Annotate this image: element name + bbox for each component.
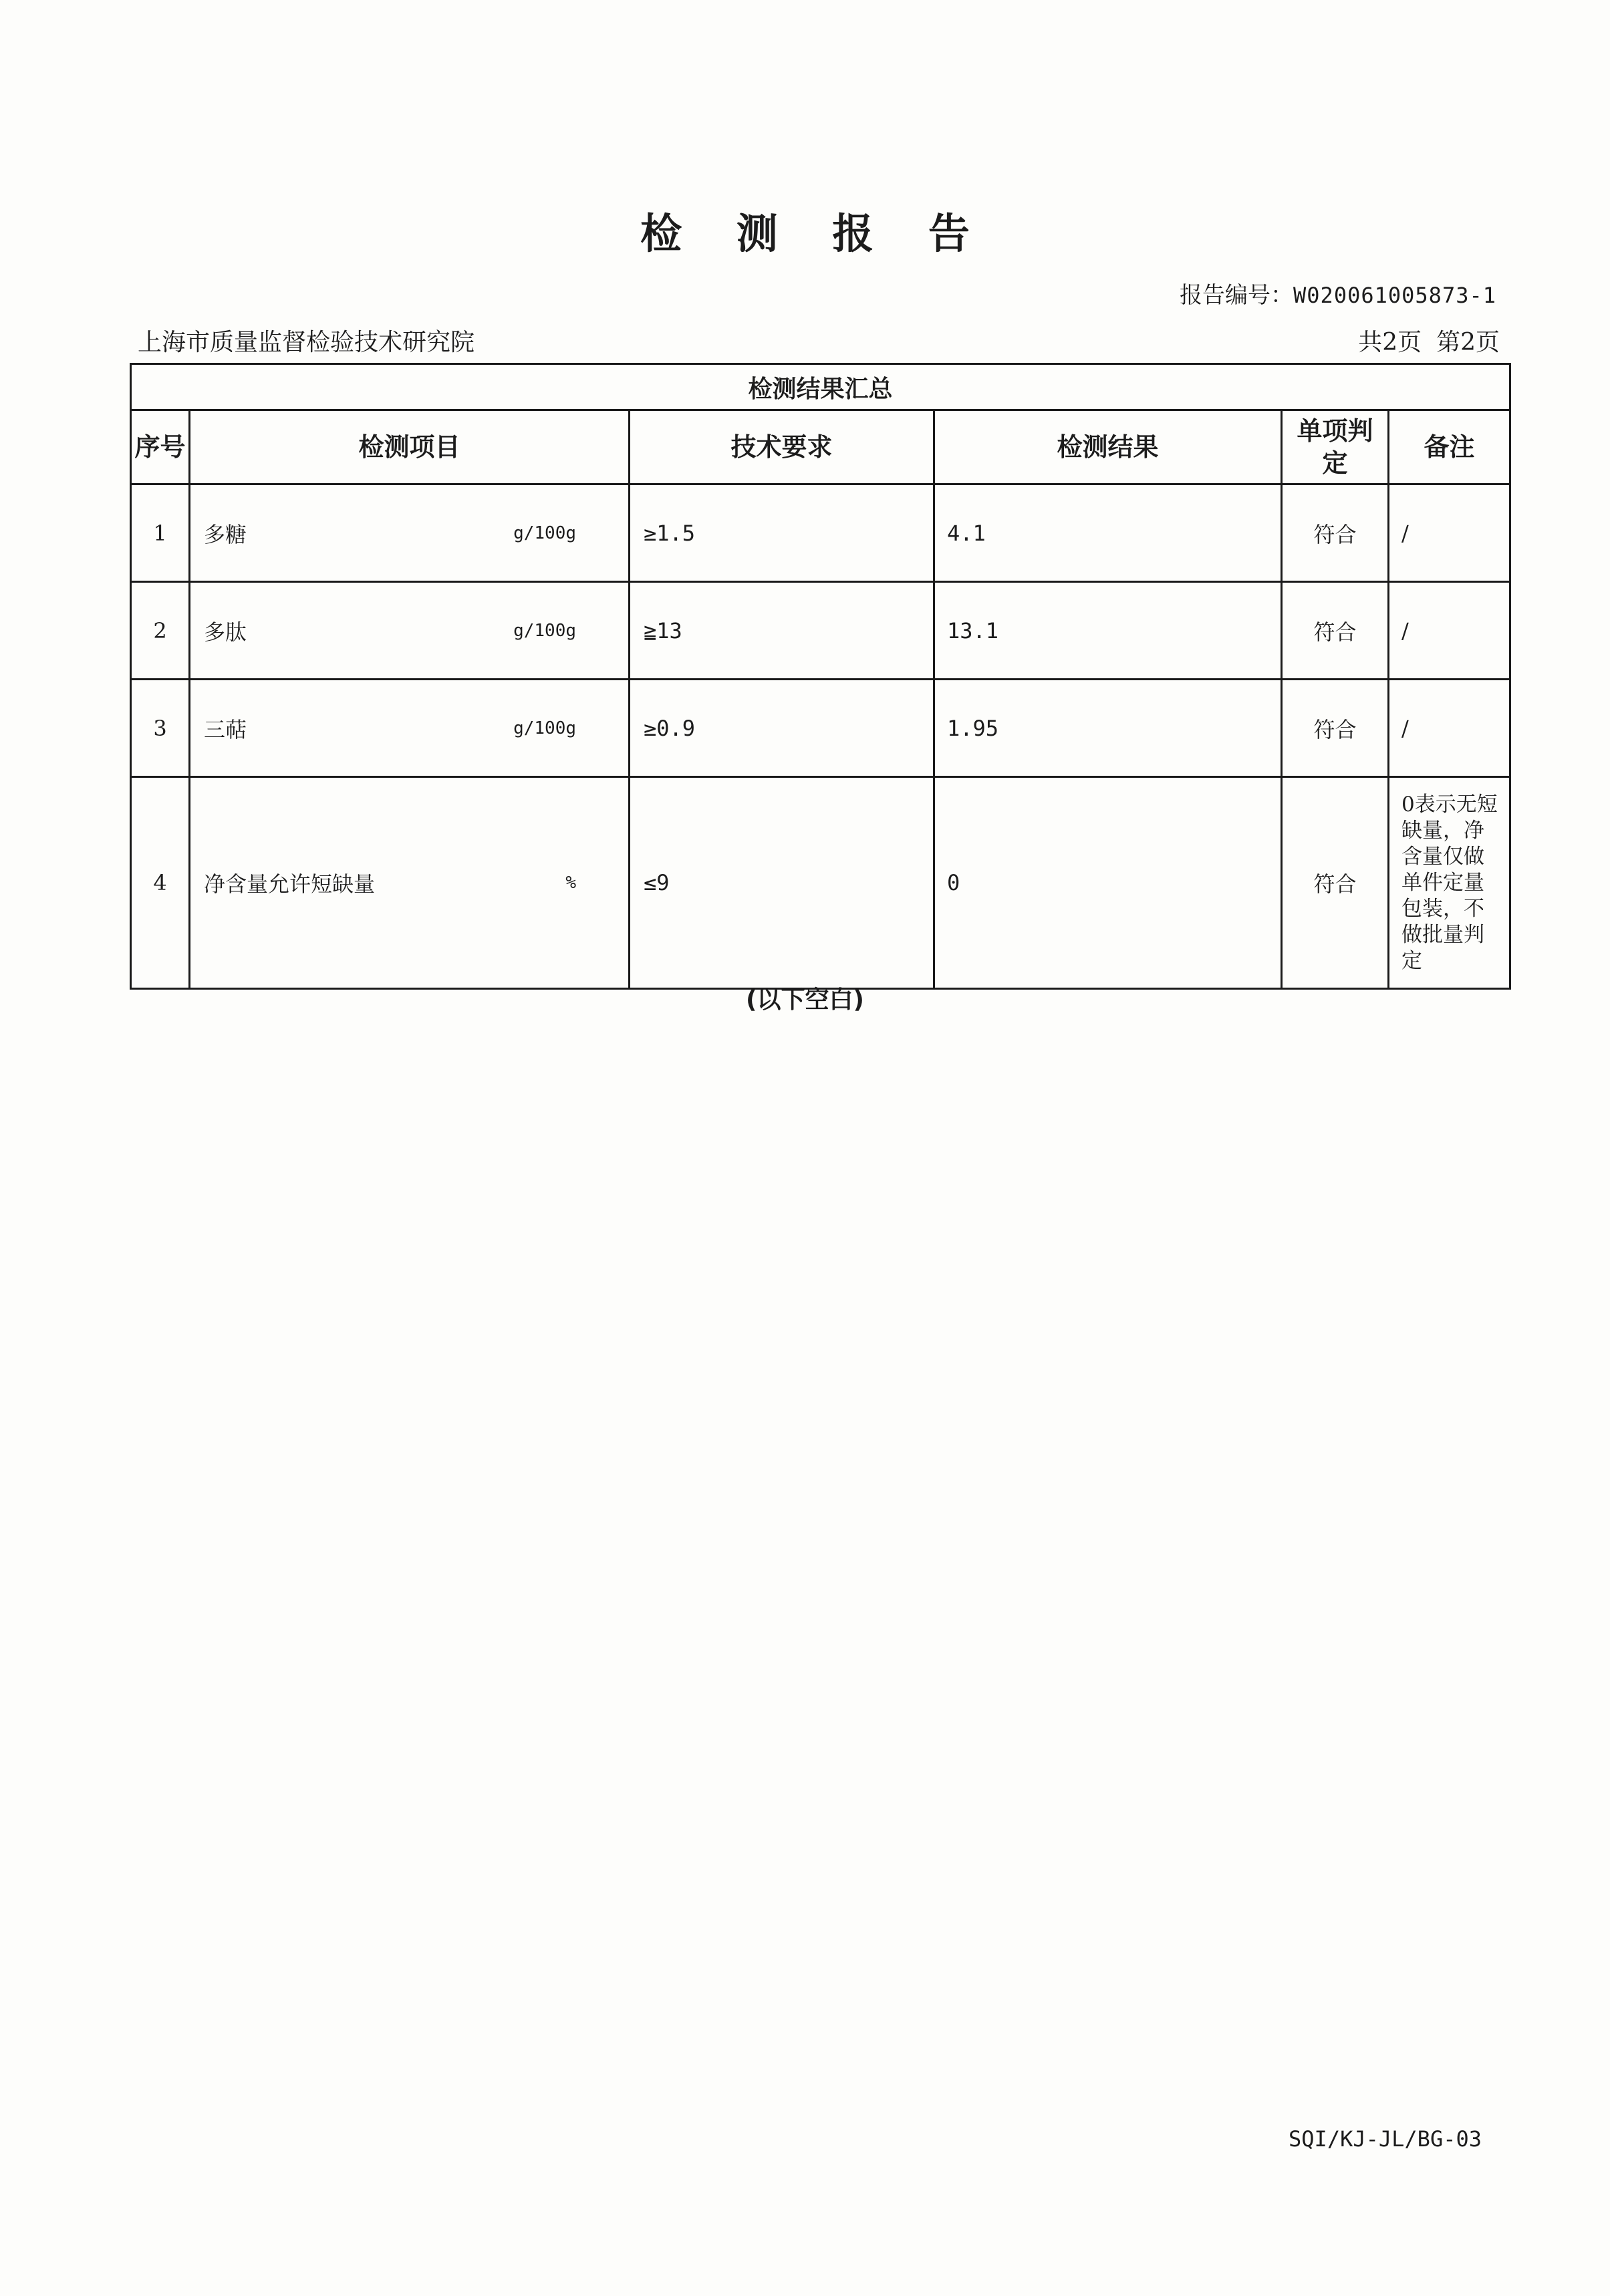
cell-note: / — [1389, 484, 1510, 582]
table-caption: 检测结果汇总 — [131, 364, 1510, 410]
cell-verdict: 符合 — [1282, 680, 1389, 777]
header-verdict: 单项判定 — [1282, 410, 1389, 484]
cell-requirement: ≧13 — [630, 582, 934, 680]
cell-verdict: 符合 — [1282, 582, 1389, 680]
cell-item — [190, 582, 630, 680]
item-unit: % — [565, 873, 576, 893]
table-row — [131, 484, 1510, 582]
cell-seq: 3 — [131, 680, 190, 777]
cell-result: 13.1 — [934, 582, 1282, 680]
cell-seq: 4 — [131, 777, 190, 989]
report-number-value: W020061005873-1 — [1293, 283, 1496, 308]
cell-verdict: 符合 — [1282, 777, 1389, 989]
form-code: SQI/KJ-JL/BG-03 — [1289, 2126, 1482, 2152]
header-seq: 序号 — [131, 410, 190, 484]
report-number — [1180, 277, 1496, 309]
table-row — [131, 777, 1510, 989]
item-name: 多肽 — [204, 619, 247, 645]
item-name: 三萜 — [204, 716, 247, 742]
document-title: 检 测 报 告 — [640, 209, 990, 258]
cell-note: 0表示无短缺量，净含量仅做单件定量包装，不做批量判定 — [1389, 777, 1510, 989]
cell-item — [190, 777, 630, 989]
cell-item — [190, 680, 630, 777]
cell-result: 4.1 — [934, 484, 1282, 582]
institute-name: 上海市质量监督检验技术研究院 — [138, 329, 475, 356]
blank-below-note: (以下空白) — [746, 986, 864, 1014]
item-unit: g/100g — [513, 620, 576, 641]
cell-requirement: ≤9 — [630, 777, 934, 989]
item-name: 净含量允许短缺量 — [204, 871, 376, 897]
cell-result: 1.95 — [934, 680, 1282, 777]
item-unit: g/100g — [513, 718, 576, 738]
table-row — [131, 680, 1510, 777]
cell-seq: 1 — [131, 484, 190, 582]
cell-item — [190, 484, 630, 582]
pagination — [1358, 323, 1500, 357]
cell-requirement: ≥1.5 — [630, 484, 934, 582]
cell-seq: 2 — [131, 582, 190, 680]
table-header-row — [131, 410, 1510, 484]
header-item: 检测项目 — [190, 410, 630, 484]
cell-note: / — [1389, 680, 1510, 777]
header-note: 备注 — [1389, 410, 1510, 484]
page-current: 第2页 — [1436, 329, 1500, 356]
results-summary-table — [130, 363, 1511, 990]
header-result: 检测结果 — [934, 410, 1282, 484]
cell-verdict: 符合 — [1282, 484, 1389, 582]
cell-result: 0 — [934, 777, 1282, 989]
report-number-label: 报告编号： — [1180, 282, 1294, 309]
page-total: 共2页 — [1358, 329, 1422, 356]
cell-note: / — [1389, 582, 1510, 680]
item-unit: g/100g — [513, 523, 576, 543]
header-requirement: 技术要求 — [630, 410, 934, 484]
cell-requirement: ≥0.9 — [630, 680, 934, 777]
table-row — [131, 582, 1510, 680]
item-name: 多糖 — [204, 521, 247, 547]
